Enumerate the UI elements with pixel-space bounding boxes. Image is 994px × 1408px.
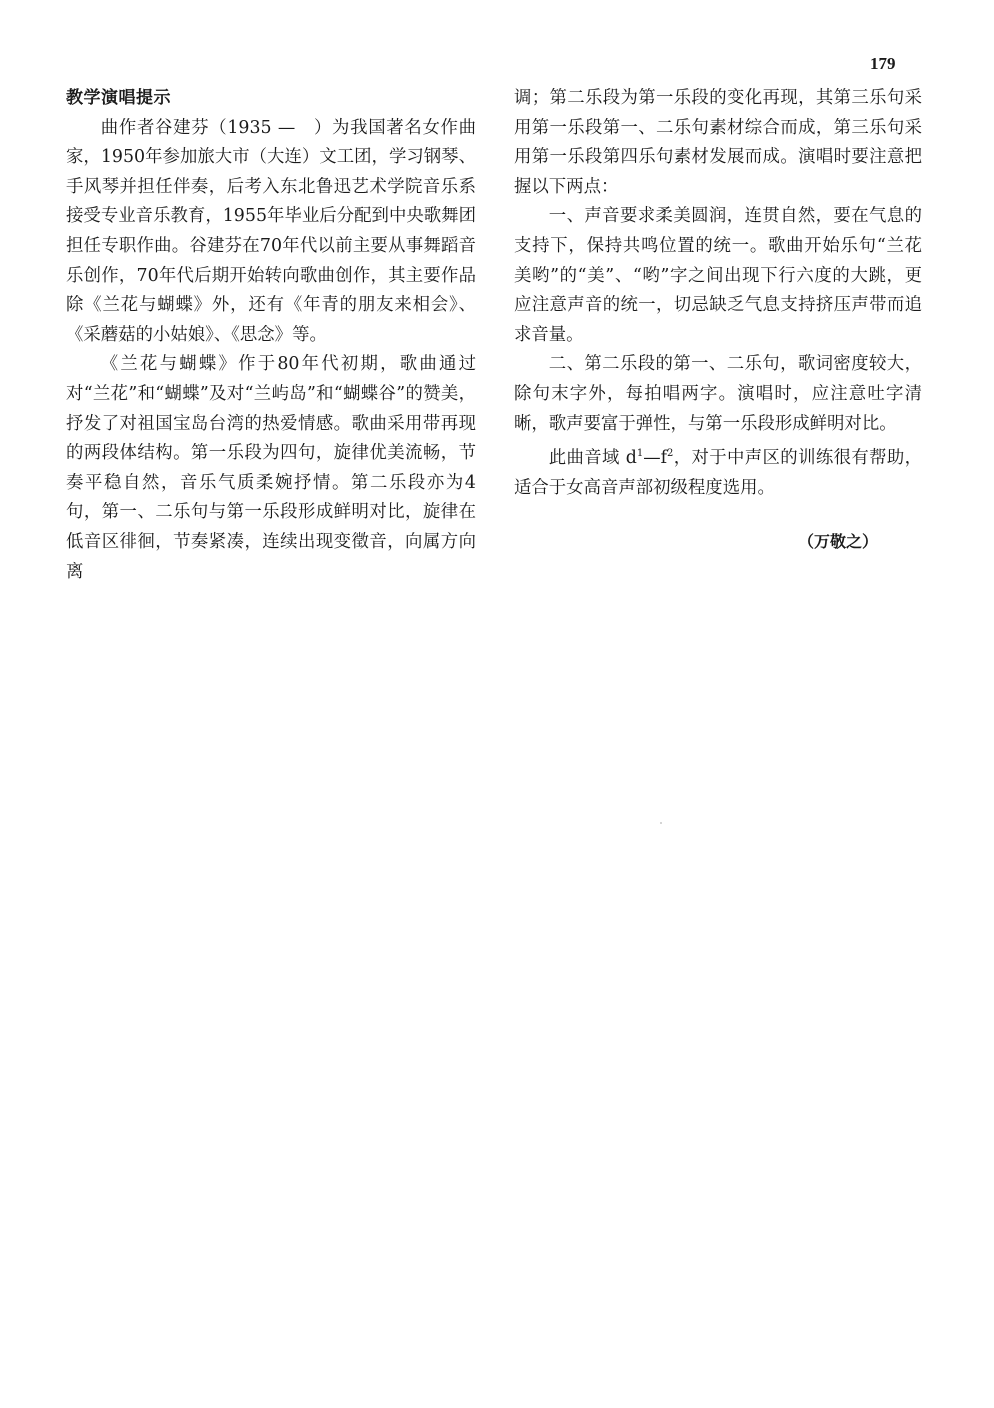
left-column (66, 84, 476, 587)
range-prefix: 此曲音域 d (548, 447, 637, 468)
paragraph-continuation: 调；第二乐段为第一乐段的变化再现，其第三乐句采用第一乐段第一、二乐句素材综合而成，第三乐句采用第一乐段第四乐句素材发展而成。演唱时要注意把握以下两点： (514, 88, 922, 197)
author-signature: （万敬之） (797, 532, 878, 552)
range-suffix: ，对于中声区的训练很有帮助，适合于女高音声部初级程度选用。 (514, 447, 922, 498)
paragraph-composer-bio: 曲作者谷建芬（1935 — ）为我国著名女作曲家，1950年参加旅大市（大连）文工团，学习钢琴、手风琴并担任伴奏，后考入东北鲁迅艺术学院音乐系接受专业音乐教育，1955年毕业后分配到中央歌舞团担任专职作曲。谷建芬在70年代以前主要从事舞蹈音乐创作，70年代后期开始转向歌曲创作，其主要作品除《兰花与蝴蝶》外，还有《年青的朋友来相会》、《采蘑菇的小姑娘》、《思念》等。 (66, 117, 476, 345)
range-sup-1: 1 (636, 448, 644, 460)
section-heading: 教学演唱提示 (66, 88, 171, 108)
range-dash: —f (643, 447, 668, 468)
range-sup-2: 2 (667, 448, 674, 460)
scan-speck (660, 822, 662, 824)
paragraph-song-analysis: 《兰花与蝴蝶》作于80年代初期，歌曲通过对“兰花”和“蝴蝶”及对“兰屿岛”和“蝴蝶谷”的赞美，抒发了对祖国宝岛台湾的热爱情感。歌曲采用带再现的两段体结构。第一乐段为四句，旋律优美流畅，节奏平稳自然，音乐气质柔婉抒情。第二乐段亦为4句，第一、二乐句与第一乐段形成鲜明对比，旋律在低音区徘徊，节奏紧凑，连续出现变徵音，向属方向离 (66, 354, 476, 582)
paragraph-point-two: 二、第二乐段的第一、二乐句，歌词密度较大，除句末字外，每拍唱两字。演唱时，应注意吐字清晰，歌声要富于弹性，与第一乐段形成鲜明对比。 (514, 354, 922, 434)
paragraph-point-one: 一、声音要求柔美圆润，连贯自然，要在气息的支持下，保持共鸣位置的统一。歌曲开始乐句“兰花美哟”的“美”、“哟”字之间出现下行六度的大跳，更应注意声音的统一，切忌缺乏气息支持挤压声带而追求音量。 (514, 206, 922, 345)
paragraph-vocal-range (514, 439, 922, 503)
page-number: 179 (870, 54, 896, 73)
right-column (514, 84, 922, 557)
